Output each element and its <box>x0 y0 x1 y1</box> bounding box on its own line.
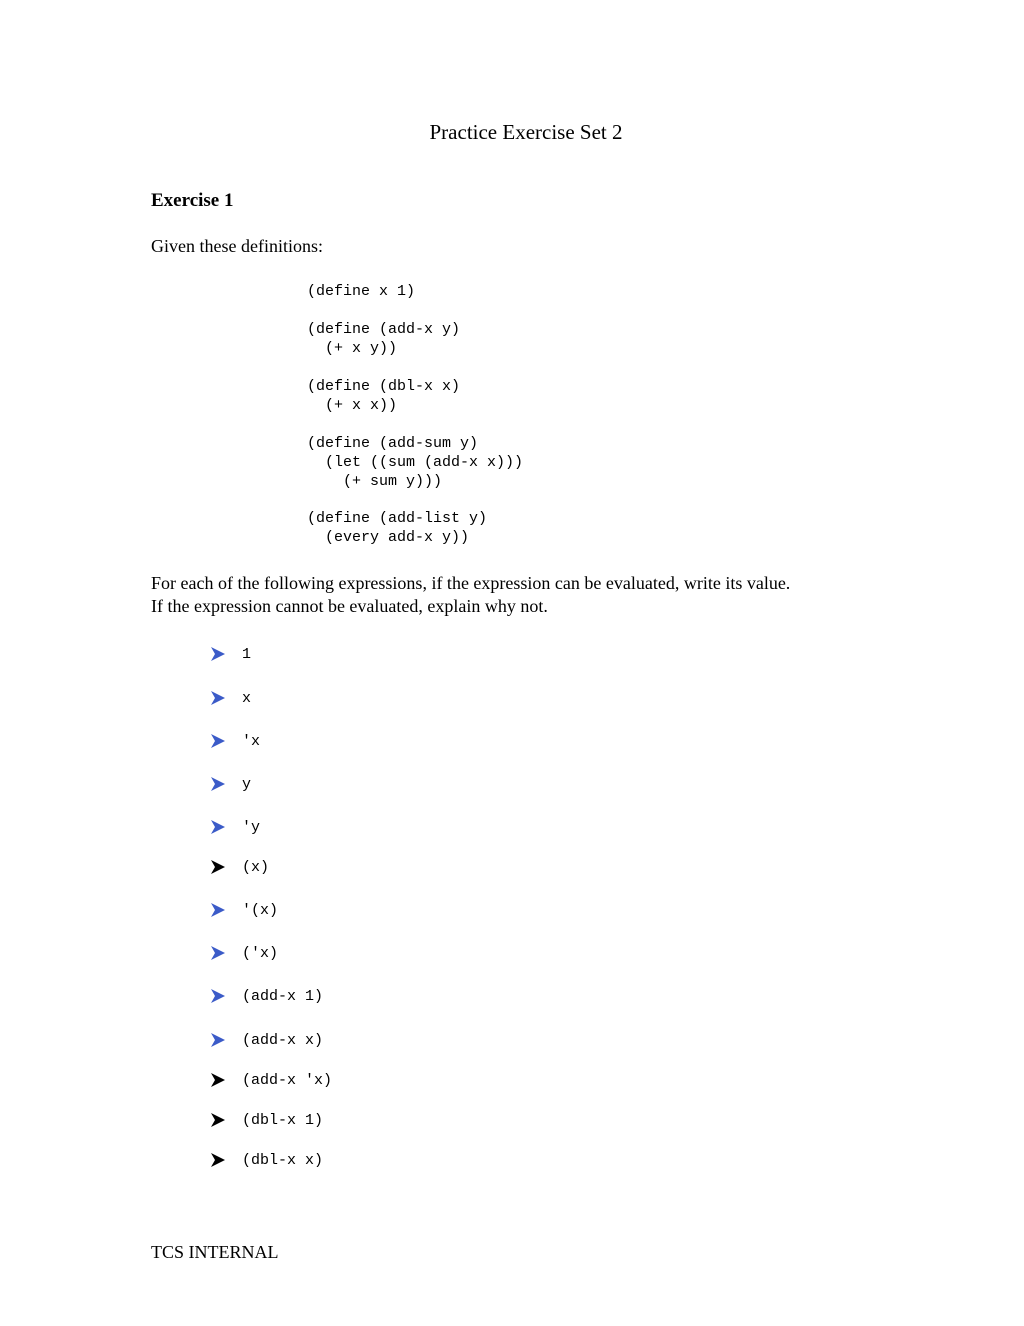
list-item <box>210 773 251 795</box>
definition-block: (define x 1) <box>307 283 416 300</box>
arrowhead-bullet-icon <box>210 776 226 792</box>
list-item <box>210 687 251 709</box>
expression-text: (dbl-x 1) <box>242 1111 324 1129</box>
arrowhead-bullet-icon <box>210 1112 226 1128</box>
list-item <box>210 856 269 878</box>
arrowhead-bullet-icon <box>210 1072 226 1088</box>
list-item <box>210 1069 332 1091</box>
list-item <box>210 1029 323 1051</box>
arrowhead-bullet-icon <box>210 819 226 835</box>
list-item <box>210 1109 323 1131</box>
list-item <box>210 1149 323 1171</box>
expression-text: (dbl-x x) <box>242 1151 324 1169</box>
definition-block: (define (dbl-x x) (+ x x)) <box>307 378 461 414</box>
expression-text: 'y <box>242 818 261 836</box>
footer-label: TCS INTERNAL <box>151 1242 279 1262</box>
list-item <box>210 643 251 665</box>
arrowhead-bullet-icon <box>210 1032 226 1048</box>
list-item <box>210 730 260 752</box>
instruction-line: If the expression cannot be evaluated, explain why not. <box>151 596 548 616</box>
list-item <box>210 899 278 921</box>
arrowhead-bullet-icon <box>210 690 226 706</box>
expression-text: '(x) <box>242 901 279 919</box>
list-item <box>210 985 323 1007</box>
expression-text: 'x <box>242 732 261 750</box>
list-item <box>210 816 260 838</box>
arrowhead-bullet-icon <box>210 902 226 918</box>
expression-text: y <box>242 775 252 793</box>
arrowhead-bullet-icon <box>210 733 226 749</box>
page-title: Practice Exercise Set 2 <box>429 120 623 144</box>
expression-text: (x) <box>242 858 270 876</box>
expression-text: (add-x 1) <box>242 987 324 1005</box>
arrowhead-bullet-icon <box>210 1152 226 1168</box>
expression-text: ('x) <box>242 944 279 962</box>
intro-text: Given these definitions: <box>151 236 323 256</box>
definition-block: (define (add-list y) (every add-x y)) <box>307 510 488 546</box>
arrowhead-bullet-icon <box>210 646 226 662</box>
expression-text: (add-x x) <box>242 1031 324 1049</box>
instruction-line: For each of the following expressions, if the expression can be evaluated, write its value. <box>151 573 791 593</box>
arrowhead-bullet-icon <box>210 945 226 961</box>
arrowhead-bullet-icon <box>210 988 226 1004</box>
definition-block: (define (add-sum y) (let ((sum (add-x x))) (+ sum y))) <box>307 435 524 490</box>
expression-text: 1 <box>242 645 252 663</box>
expression-text: (add-x 'x) <box>242 1071 333 1089</box>
definition-block: (define (add-x y) (+ x y)) <box>307 321 461 357</box>
list-item <box>210 942 278 964</box>
exercise-heading: Exercise 1 <box>151 190 234 211</box>
instructions <box>151 572 911 618</box>
expression-text: x <box>242 689 252 707</box>
arrowhead-bullet-icon <box>210 859 226 875</box>
